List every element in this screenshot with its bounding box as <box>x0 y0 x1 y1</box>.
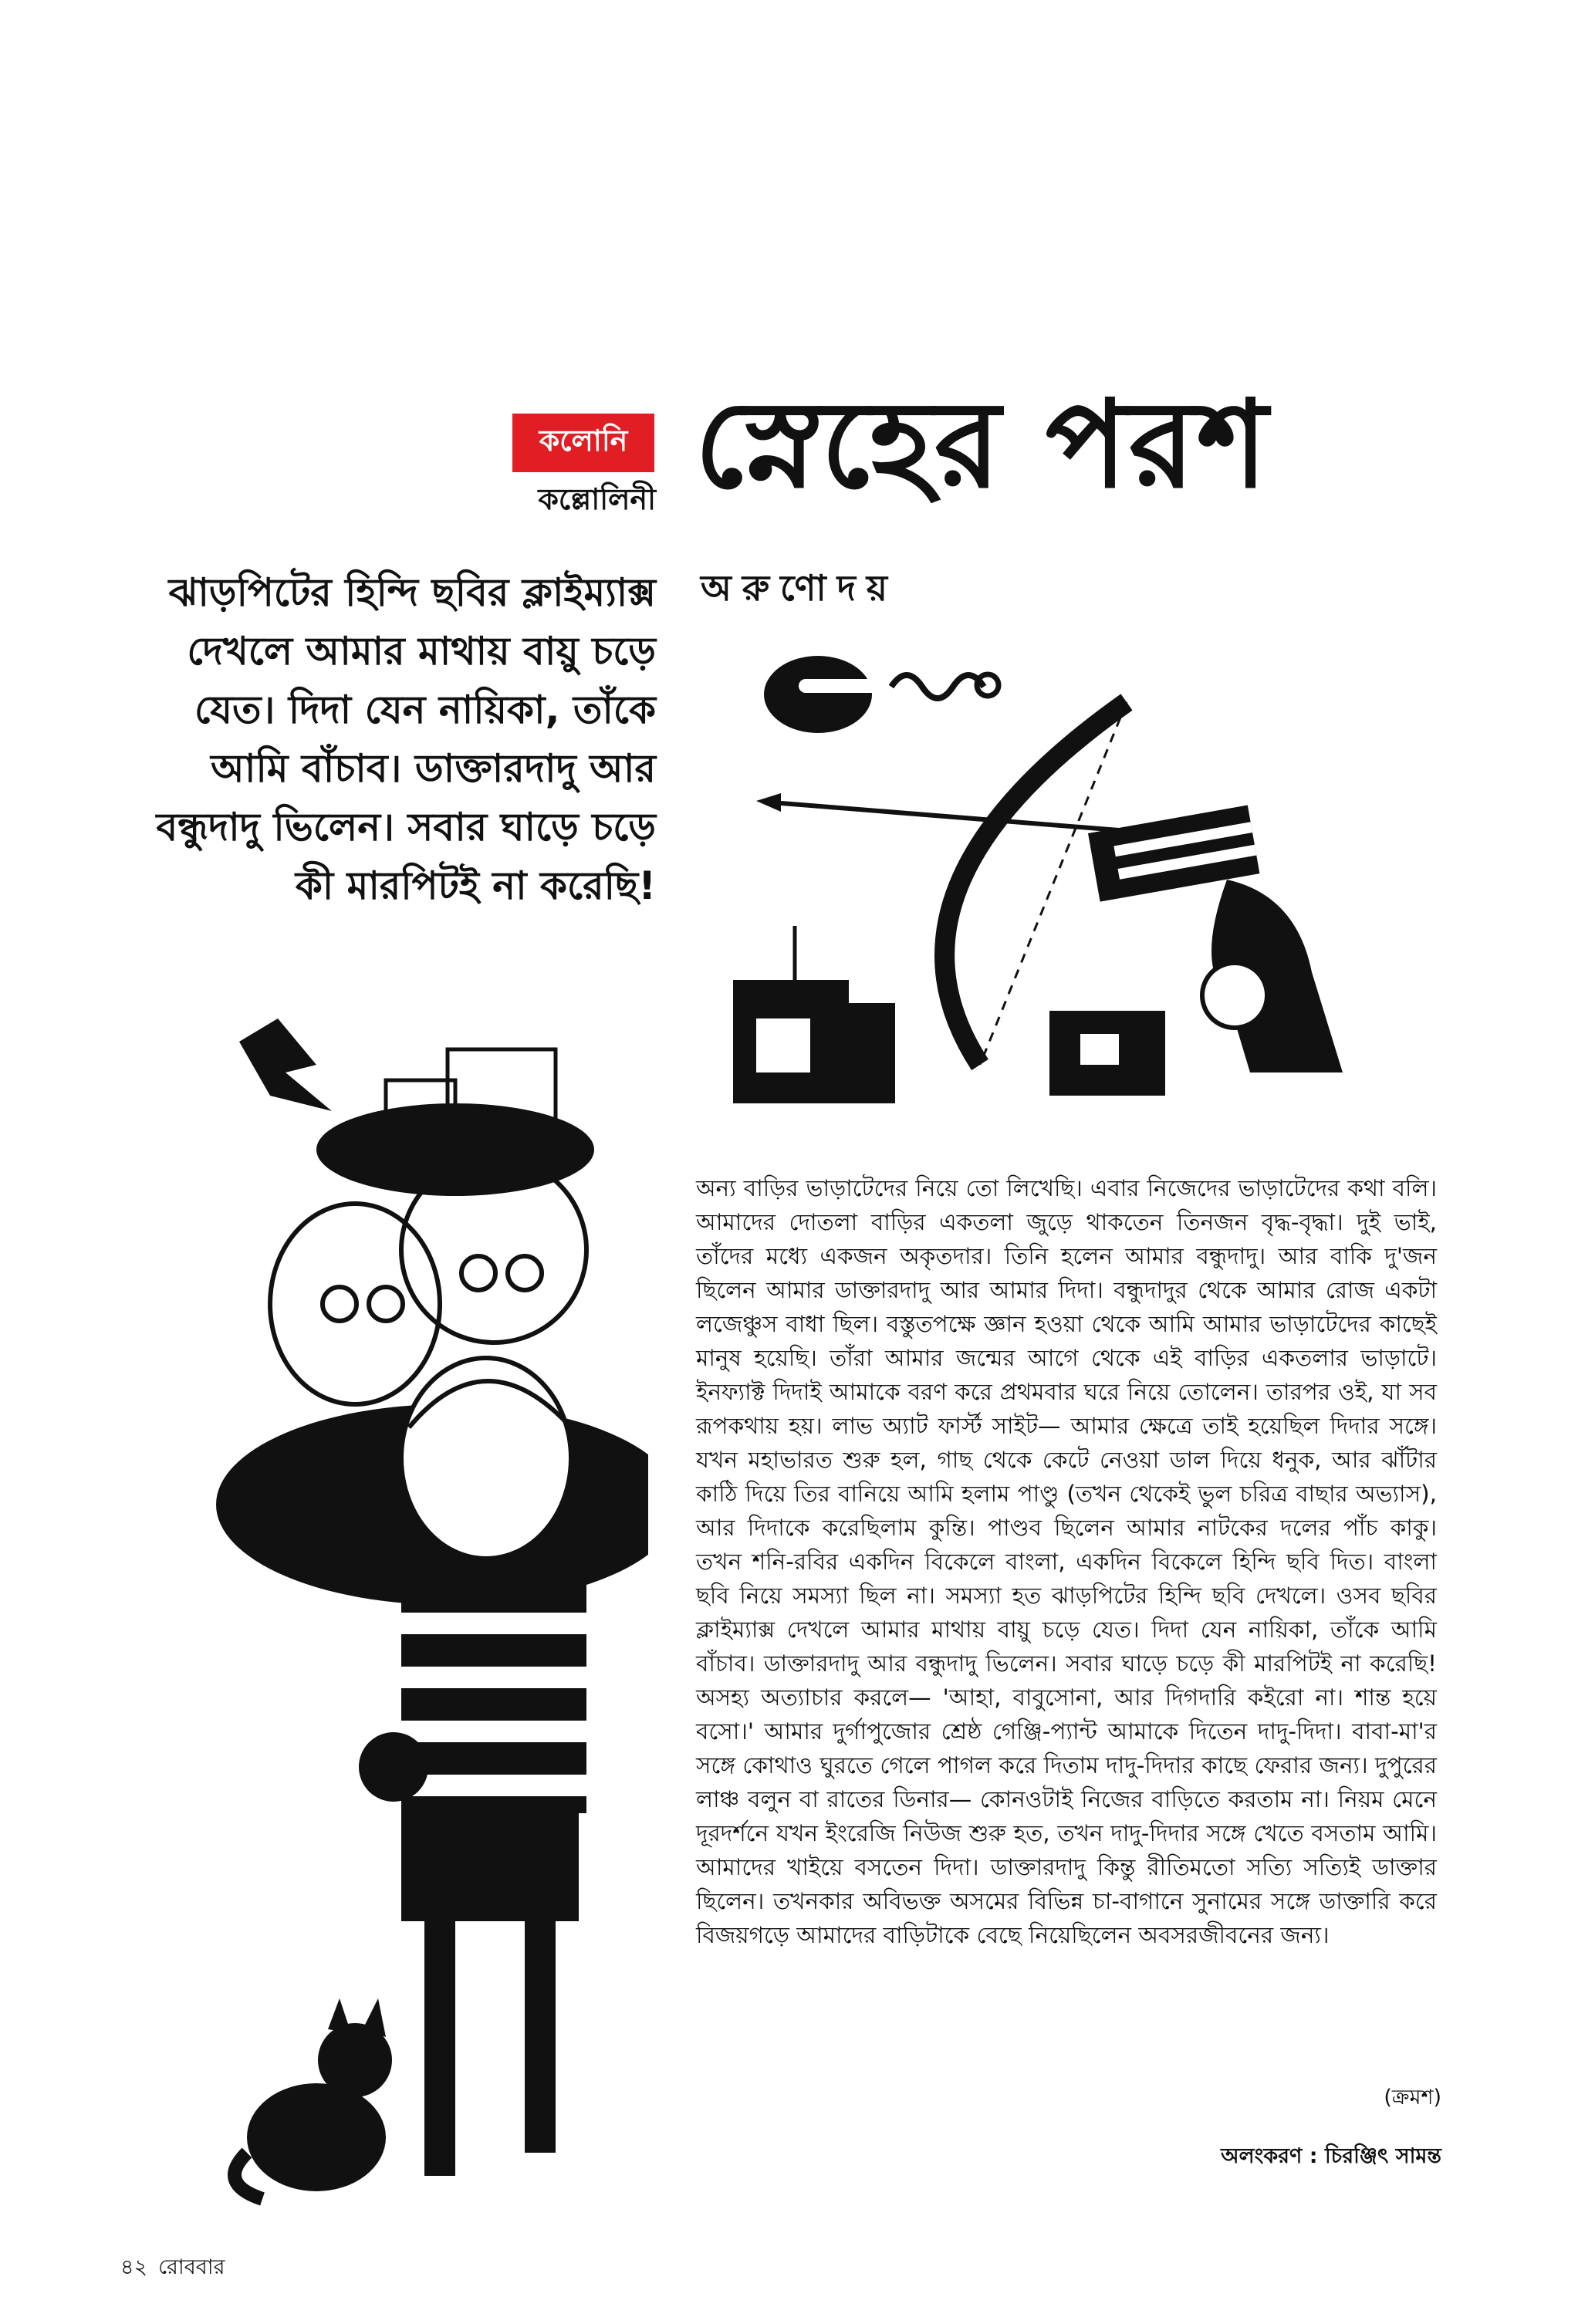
body-paragraph: অন্য বাড়ির ভাড়াটেদের নিয়ে তো লিখেছি। এবার নিজেদের ভাড়াটেদের কথা বলি। আমাদের দোতলা বাড়ির একতলা জুড়ে থাকতেন তিনজন বৃদ্ধ-বৃদ্ধা। দুই ভাই, তাঁদের মধ্যে একজন অকৃতদার। তিনি হলেন আমার বন্ধুদাদু। আর বাকি দু'জন ছিলেন আমার ডাক্তারদাদু আর আমার দিদা। বন্ধুদাদুর থেকে আমার রোজ একটা লজেঞ্চুস বাধা ছিল। বস্তুতপক্ষে জ্ঞান হওয়া থেকে আমি আমার ভাড়াটেদের কাছেই মানুষ হয়েছি। তাঁরা আমার জন্মের আগে থেকে এই বাড়ির একতলার ভাড়াটে। ইনফ্যাক্ট দিদাই আমাকে বরণ করে প্রথমবার ঘরে নিয়ে তোলেন। তারপর ওই, যা সব রূপকথায় হয়। লাভ অ্যাট ফার্স্ট সাইট— আমার ক্ষেত্রে তাই হয়েছিল দিদার সঙ্গে। যখন মহাভারত শুরু হল, গাছ থেকে কেটে নেওয়া ডাল দিয়ে ধনুক, আর ঝাঁটার কাঠি দিয়ে তির বানিয়ে আমি হলাম পাণ্ডু (তখন থেকেই ভুল চরিত্র বাছার অভ্যাস), আর দিদাকে করেছিলাম কুন্তি। পাণ্ডব ছিলেন আমার নাটকের দলের পাঁচ কাকু। তখন শনি-রবির একদিন বিকেলে বাংলা, একদিন বিকেলে হিন্দি ছবি দিত। বাংলা ছবি নিয়ে সমস্যা ছিল না। সমস্যা হত ঝাড়পিটের হিন্দি ছবি দেখলে। ওসব ছবির ক্লাইম্যাক্স দেখলে আমার মাথায় বায়ু চড়ে যেত। দিদা যেন নায়িকা, তাঁকে আমি বাঁচাব। ডাক্তারদাদু আর বন্ধুদাদু ভিলেন। সবার ঘাড়ে চড়ে কী মারপিটই না করেছি! অসহ্য অত্যাচার করলে— 'আহা, বাবুসোনা, আর দিগদারি কইরো না। শান্ত হয়ে বসো।' আমার দুর্গাপুজোর শ্রেষ্ঠ গেঞ্জি-প্যান্ট আমাকে দিতেন দাদু-দিদা। বাবা-মা'র সঙ্গে কোথাও ঘুরতে গেলে পাগল করে দিতাম দাদু-দিদার কাছে ফেরার জন্য। দুপুরের লাঞ্চ বলুন বা রাতের ডিনার— কোনওটাই নিজের বাড়িতে করতাম না। নিয়ম মেনে দূরদর্শনে যখন ইংরেজি নিউজ শুরু হত, তখন দাদু-দিদার সঙ্গে খেতে বসতাম আমি। আমাদের খাইয়ে বসতেন দিদা। ডাক্তারদাদু কিন্তু রীতিমতো সত্যি সত্যিই ডাক্তার ছিলেন। তখনকার অবিভক্ত অসমের বিভিন্ন চা-বাগানে সুনামের সঙ্গে ডাক্তারি করে বিজয়গড়ে আমাদের বাড়িটাকে বেছে নিয়েছিলেন অবসরজীবনের জন্য। <box>696 1175 1437 1948</box>
archer-illustration <box>725 633 1404 1111</box>
page-footer <box>120 2251 235 2286</box>
pull-quote: ঝাড়পিটের হিন্দি ছবির ক্লাইম্যাক্স দেখলে আমার মাথায় বায়ু চড়ে যেত। দিদা যেন নায়িকা, তাঁকে আমি বাঁচাব। ডাক্তারদাদু আর বন্ধুদাদু ভিলেন। সবার ঘাড়ে চড়ে কী মারপিটই না করেছি! <box>156 570 656 908</box>
illustration-credit: অলংকরণ : চিরঞ্জিৎ সামন্ত <box>1221 2144 1441 2168</box>
article-title: স্নেহের পরশ <box>694 373 1269 515</box>
house-on-cloud-drawing <box>316 1049 594 1196</box>
cat-drawing <box>235 1998 392 2199</box>
boy-illustration <box>216 995 648 2207</box>
page-number: ৪২ <box>120 2255 148 2279</box>
article-body <box>696 1171 1437 1952</box>
cloud-drawing <box>764 656 999 733</box>
series-name: কল্লোলিনী <box>538 482 656 516</box>
magazine-name: রোববার <box>158 2255 225 2279</box>
author-name: অরুণোদয় <box>701 567 899 609</box>
series-badge: কলোনি <box>512 414 654 472</box>
arrow-drawing <box>772 802 1157 833</box>
continued-note: (ক্রমশ) <box>1384 2086 1441 2110</box>
bird-drawing <box>239 1018 332 1111</box>
